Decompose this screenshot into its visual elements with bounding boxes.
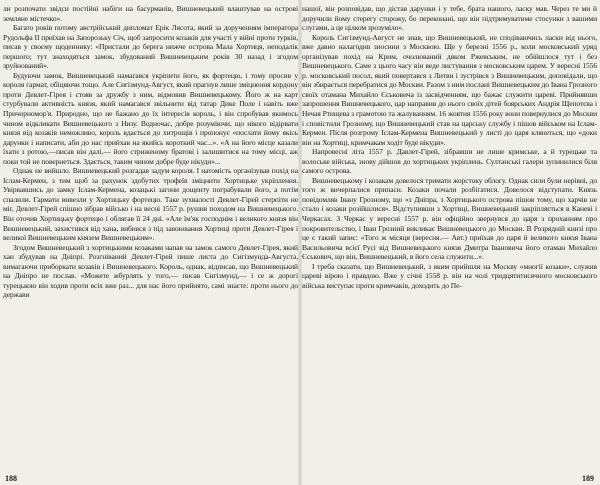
paragraph: Напровесні літа 1557 р. Давлет-Гірей, зібравши не лише кримське, а й турецьке та волоське війська, знову дійшов до хортицьких укріплень. Султанські галери зупинилися біля самого острова. bbox=[302, 147, 597, 176]
right-page bbox=[302, 4, 597, 483]
paragraph: Будуючи замок, Вишневецький намагався укріпити його, як фортецю, і тому просив у короля гармат, обіцяючи тощо. Але Сигізмунд-Август, який прагнув лише зміцнення кордону проти Девлет-Гірея і стояв за дружбу з ним, відмовив Вишневецькому. Його ж на карт стурбували активність князя, який намагався звільнити від татар Дике Поле і навіть вже Причорномор'я. Природно, що не бажано до їх інтересів король, і він спробував якимось чином відкликати Вишневецького з Низу. Водночас, добре розуміючи, що нікого відірвати князя від козаків неможливо, король вдається до хитрощів і пропонує «послати йому якісь дарунки і написати, аби до нас прийхав на якийсь короткий час...». «А на його місце казали їхати з ротою,—писав він далі,— його стриженому братові і залишитися на тому місці, аж поки той не повернеться. Здається, таким чином добре буде нікуди»... bbox=[3, 70, 298, 166]
page-number: 188 bbox=[5, 474, 17, 483]
paragraph: нашої, він розповідав, що дістав дарунки і у тебе, брата нашого, ласку мав. Через те ми й доручили йому стерегу сторожу, бо переконані, що він підтримуватиме стосунки з вашими слугами, а це цілком зрозуміло». bbox=[302, 4, 597, 33]
paragraph: Згодом Вишневецький з хортицькими козаками напав на замок самого Девлет-Гірея, який хан збудував на Дніпрі. Розгніваний Девлет-Гірей пише листа до Сигізмунда-Августа, вимагаючи приборкати козаків і Вишневецького. Король, однак, відписав, що Вишневецький на Дніпро не послав. «Можете жбурлять у того,— писав Сигізмунд,— і се ж дорогі турецькою він ходив проти всіх вже раз... для нас його прийнято, самі знаєте: проти нього до держави bbox=[3, 242, 298, 300]
page-number: 189 bbox=[582, 474, 594, 483]
paragraph: Вишневецькому і козакам довелося тримати жорстоку облогу. Однак сили були нерівні, до того ж вичерпалися припаси. Козаки почали розбігатися. Довелося відступати. Князь повідомляв Івану Грозному, що «з Дніпра, з Хортицького острова пішов тому, що харчів не стало і козаки розійшлися». Відступивши з Хортиці, Вишневецький закріпляється в Каневі і Черкасах. З Черкас у вересні 1557 р. він офіційно звернувся до царя з проханням про покровительство, і Іван Грозний викликає Вишневецького до Москви. В Розрядній книзі про це є такий запис: «Того ж місяця (вересня.— Авт.) приїхав до царя й великого князя Івана Васильовича всієї Русі від Вишневецького князя Дмитра Івановича його отаман Михайло Єськович, що він, Вишневецький, в його села служити...». bbox=[302, 175, 597, 262]
paragraph: Багато років потому австрійський дипломат Ерік Лясота, який за дорученням імператора Рудольфа ІІ приїхав на Запорозьку Січ, щоб запросити козаків для участі у війні проти турків, писав у своєму щоденнику: «Пристали до берега нижче острова Мала Хортиця, неподалік першого; тут знаходяться замок, збудований Вишневецьким років 30 назад і згодом зруйнований». bbox=[3, 23, 298, 71]
paragraph: І треба сказати, що Вишневецький, з яким прийшли на Москву «многії козаки», служив цареві вірою і правдою. Вже у січні 1558 р. він на чолі тридцятитисячного московського війська виступає проти кримчаків, доходить до Пе- bbox=[302, 261, 597, 290]
paragraph: Король Сигізмунд-Август не знав, що Вишневецький, не сподіваючись ласки від нього, вже давно налагодив зносини з Москвою. Ще у березні 1556 р., коли московський уряд організував похід на Крим, очолюваний дяком Ржевським, не обійшлося тут і без Вишневецького. Саме з цього часу він веде листування з московським царем. У вересні 1556 р. московський посол, який повертався з Литви і зустрівся з Вишневецьким, доповідали, що він збирається перебратися до Москви. Разом з ним послані Вишневецьким до Івана Грозного своїх отамана Михайло Єськовича із засвідченням, що бажає служити цареві. Прийнявши запрошення Вишневецького, цар направив до нього своїх дітей боярських Андрія Щепотєва і Нечая Ртищева з грамотою та жалуванням. 16 жовтня 1556 року вони повернулися до Москви і сповістили Грозному, що Вишневецький став на царську службу і пішов військом на Іслам-Кермен. Після розгрому Іслам-Кермена Вишневецький у листі до царя клянеться, що «доки він на Хортиці, кримчакам ходіт буде нікуди». bbox=[302, 32, 597, 147]
paragraph: ли розпочати звідси постійні набіги на басурманів, Вишневецький влаштував на острові земляне містечко». bbox=[3, 4, 298, 23]
left-page bbox=[3, 4, 298, 483]
paragraph: Однак не вийшло. Вишневецький розгадав задум короля. І натомість організував похід на Іслам-Кермен, з тим щоб за рахунок здобутих трофеїв зміцнити Хортицьке укріплення. Увірвавшись до замку Іслам-Кермена, козацькі загони дощенту пограбували його, а потім спалили. Гармати вивезли у Хортицьку фортецю. Таке зухвалості Девлет-Гірей стерпіти не міг, Девлет-Гірей спішно зібрав військо і на весні 1557 р. рушив походом на Вишневецького. Він оточив Хортицьку фортецю і облягав її 24 дні. «Але їм'як господнім і великого князя він Вишневецький, захистився від хана, вибився з під завоювання Хортиці проти Девлет-Гірея і великої Вишневецьким князем Вишневецьким». bbox=[3, 166, 298, 243]
